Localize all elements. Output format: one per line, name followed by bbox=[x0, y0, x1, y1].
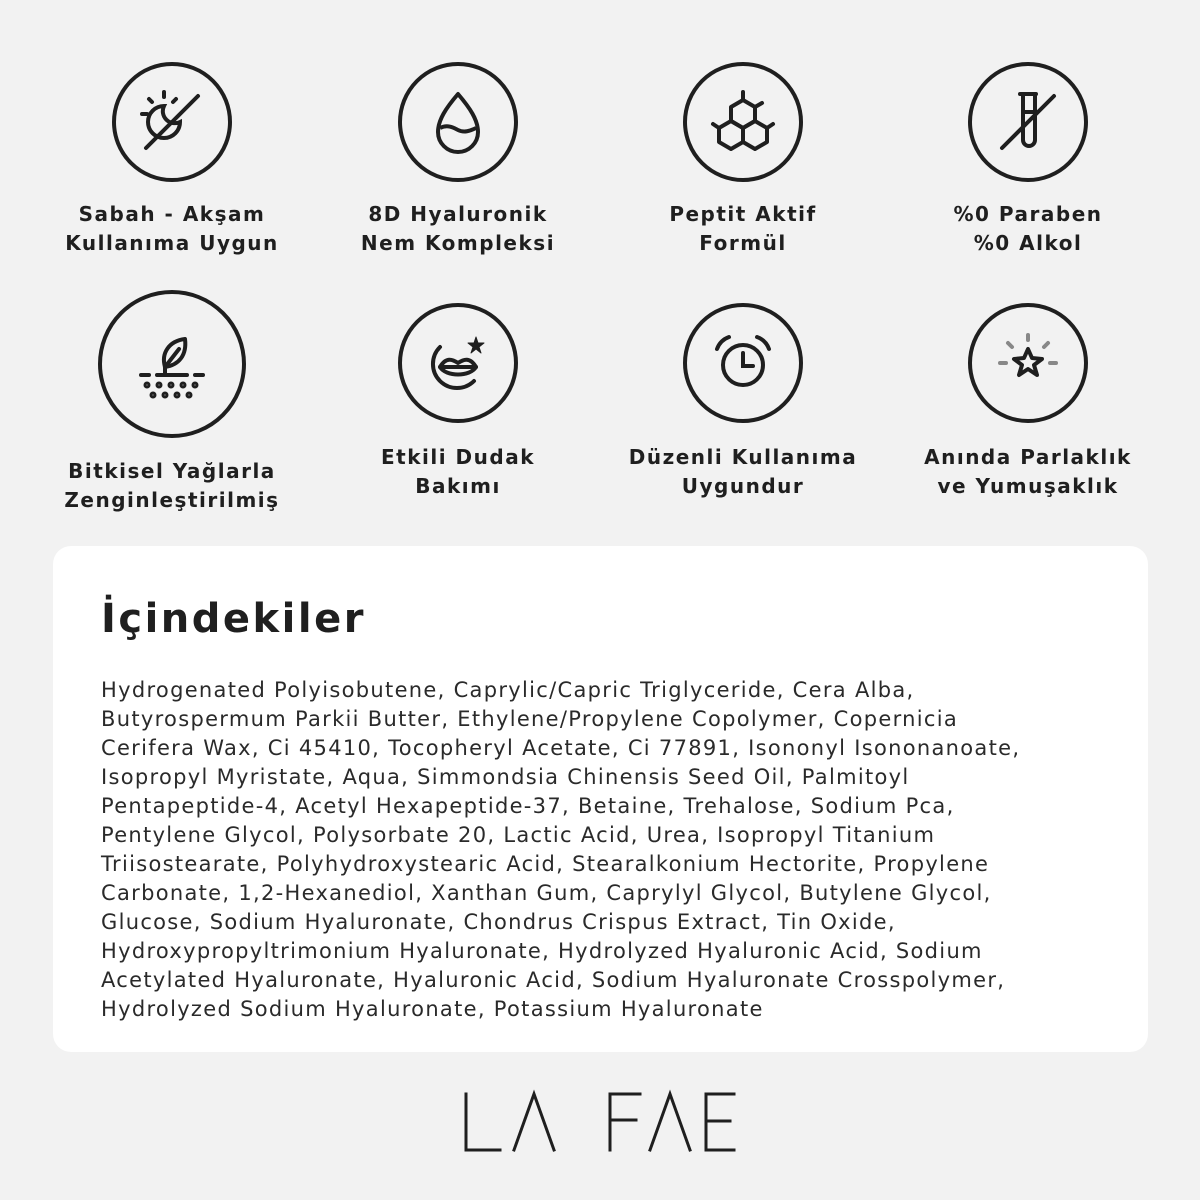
ingredients-line: Butyrospermum Parkii Butter, Ethylene/Propylene Copolymer, Copernicia bbox=[101, 707, 959, 731]
ingredients-line: Triisostearate, Polyhydroxystearic Acid, Stearalkonium Hectorite, Propylene bbox=[101, 852, 990, 876]
ingredients-line: Pentylene Glycol, Polysorbate 20, Lactic Acid, Urea, Isopropyl Titanium bbox=[101, 823, 936, 847]
brand-logo bbox=[0, 1088, 1200, 1158]
alarm-clock-icon bbox=[683, 303, 803, 423]
ingredients-title: İçindekiler bbox=[101, 596, 366, 642]
leaf-icon bbox=[98, 290, 246, 438]
feature-label-5: Bitkisel Yağlarla Zenginleştirilmiş bbox=[64, 459, 280, 512]
ingredients-list bbox=[101, 676, 1111, 1024]
drop-icon bbox=[398, 62, 518, 182]
ingredients-line: Carbonate, 1,2-Hexanediol, Xanthan Gum, Caprylyl Glycol, Butylene Glycol, bbox=[101, 881, 992, 905]
ingredients-line: Acetylated Hyaluronate, Hyaluronic Acid, Sodium Hyaluronate Crosspolymer, bbox=[101, 968, 1006, 992]
no-alcohol-icon bbox=[968, 62, 1088, 182]
ingredients-line: Pentapeptide-4, Acetyl Hexapeptide-37, Betaine, Trehalose, Sodium Pca, bbox=[101, 794, 955, 818]
molecule-icon bbox=[683, 62, 803, 182]
sun-moon-icon bbox=[112, 62, 232, 182]
ingredients-line: Hydrolyzed Sodium Hyaluronate, Potassium Hyaluronate bbox=[101, 997, 764, 1021]
feature-label-1: Sabah - Akşam Kullanıma Uygun bbox=[65, 202, 279, 255]
feature-label-3: Peptit Aktif Formül bbox=[669, 202, 817, 255]
ingredients-card bbox=[53, 546, 1148, 1052]
ingredients-line: Hydrogenated Polyisobutene, Caprylic/Capric Triglyceride, Cera Alba, bbox=[101, 678, 915, 702]
feature-label-7: Düzenli Kullanıma Uygundur bbox=[628, 445, 858, 498]
ingredients-line: Hydroxypropyltrimonium Hyaluronate, Hydrolyzed Hyaluronic Acid, Sodium bbox=[101, 939, 983, 963]
lips-icon bbox=[398, 303, 518, 423]
feature-label-6: Etkili Dudak Bakımı bbox=[380, 445, 535, 498]
feature-label-8: Anında Parlaklık ve Yumuşaklık bbox=[924, 445, 1132, 498]
feature-label-4: %0 Paraben %0 Alkol bbox=[953, 202, 1103, 255]
feature-label-2: 8D Hyaluronik Nem Kompleksi bbox=[360, 202, 556, 255]
ingredients-line: Isopropyl Myristate, Aqua, Simmondsia Chinensis Seed Oil, Palmitoyl bbox=[101, 765, 910, 789]
ingredients-line: Glucose, Sodium Hyaluronate, Chondrus Crispus Extract, Tin Oxide, bbox=[101, 910, 896, 934]
ingredients-line: Cerifera Wax, Ci 45410, Tocopheryl Acetate, Ci 77891, Isononyl Isononanoate, bbox=[101, 736, 1021, 760]
sparkle-star-icon bbox=[968, 303, 1088, 423]
